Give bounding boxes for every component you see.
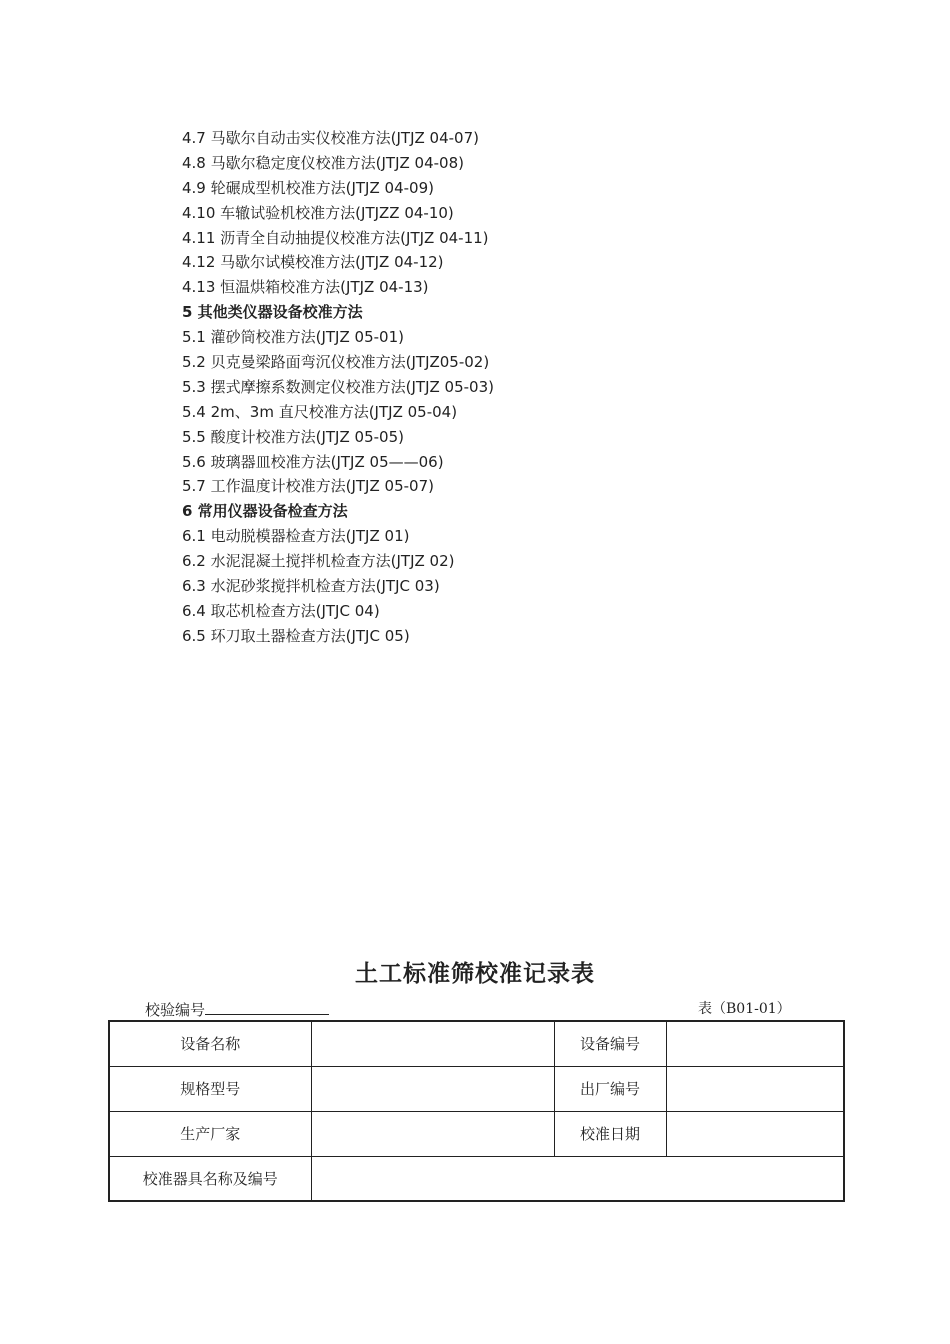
toc-item: 6.4 取芯机检查方法(JTJC 04) <box>182 601 380 620</box>
manufacturer-value[interactable] <box>311 1111 554 1156</box>
verify-number <box>145 998 329 1021</box>
toc-item: 5.2 贝克曼梁路面弯沉仪校准方法(JTJZ05-02) <box>182 353 490 372</box>
manufacturer-label: 生产厂家 <box>109 1111 311 1156</box>
table-row <box>109 1066 844 1111</box>
table-row <box>109 1156 844 1201</box>
toc-item: 4.12 马歇尔试模校准方法(JTJZ 04-12) <box>182 253 444 272</box>
equipment-number-value[interactable] <box>666 1021 844 1066</box>
toc-section-heading: 5 其他类仪器设备校准方法 <box>182 303 363 322</box>
toc-item: 5.1 灌砂筒校准方法(JTJZ 05-01) <box>182 328 404 347</box>
toc-section-heading: 6 常用仪器设备检查方法 <box>182 502 348 521</box>
equipment-name-label: 设备名称 <box>109 1021 311 1066</box>
table-row <box>109 1021 844 1066</box>
toc-item: 6.1 电动脱模器检查方法(JTJZ 01) <box>182 527 410 546</box>
toc-item: 5.5 酸度计校准方法(JTJZ 05-05) <box>182 427 404 446</box>
table-row <box>109 1111 844 1156</box>
toc-item: 4.7 马歇尔自动击实仪校准方法(JTJZ 04-07) <box>182 129 479 147</box>
form-title: 土工标准筛校准记录表 <box>355 960 595 987</box>
verify-number-label: 校验编号 <box>145 1001 206 1019</box>
table-code: 表（B01-01） <box>698 1001 791 1017</box>
toc-item: 5.3 摆式摩擦系数测定仪校准方法(JTJZ 05-03) <box>182 377 494 396</box>
model-value[interactable] <box>311 1066 554 1111</box>
verify-number-blank[interactable] <box>205 998 329 1015</box>
equipment-name-value[interactable] <box>311 1021 554 1066</box>
calibrator-value[interactable] <box>311 1156 844 1201</box>
factory-number-value[interactable] <box>666 1066 844 1111</box>
calibration-date-value[interactable] <box>666 1111 844 1156</box>
table-of-contents <box>182 126 494 649</box>
factory-number-label: 出厂编号 <box>554 1066 666 1111</box>
toc-item: 5.7 工作温度计校准方法(JTJZ 05-07) <box>182 477 434 496</box>
toc-item: 6.5 环刀取土器检查方法(JTJC 05) <box>182 626 410 645</box>
model-label: 规格型号 <box>109 1066 311 1111</box>
toc-item: 6.2 水泥混凝土搅拌机检查方法(JTJZ 02) <box>182 552 455 571</box>
record-table <box>108 1020 845 1202</box>
calibrator-label: 校准器具名称及编号 <box>109 1156 311 1201</box>
toc-item: 5.6 玻璃器皿校准方法(JTJZ 05——06) <box>182 452 444 471</box>
toc-item: 4.10 车辙试验机校准方法(JTJZZ 04-10) <box>182 203 454 222</box>
toc-item: 4.13 恒温烘箱校准方法(JTJZ 04-13) <box>182 278 429 297</box>
calibration-date-label: 校准日期 <box>554 1111 666 1156</box>
toc-item: 6.3 水泥砂浆搅拌机检查方法(JTJC 03) <box>182 577 440 596</box>
toc-item: 5.4 2m、3m 直尺校准方法(JTJZ 05-04) <box>182 402 458 421</box>
toc-item: 4.8 马歇尔稳定度仪校准方法(JTJZ 04-08) <box>182 153 464 172</box>
toc-item: 4.9 轮碾成型机校准方法(JTJZ 04-09) <box>182 178 434 197</box>
toc-item: 4.11 沥青全自动抽提仪校准方法(JTJZ 04-11) <box>182 228 489 247</box>
equipment-number-label: 设备编号 <box>554 1021 666 1066</box>
